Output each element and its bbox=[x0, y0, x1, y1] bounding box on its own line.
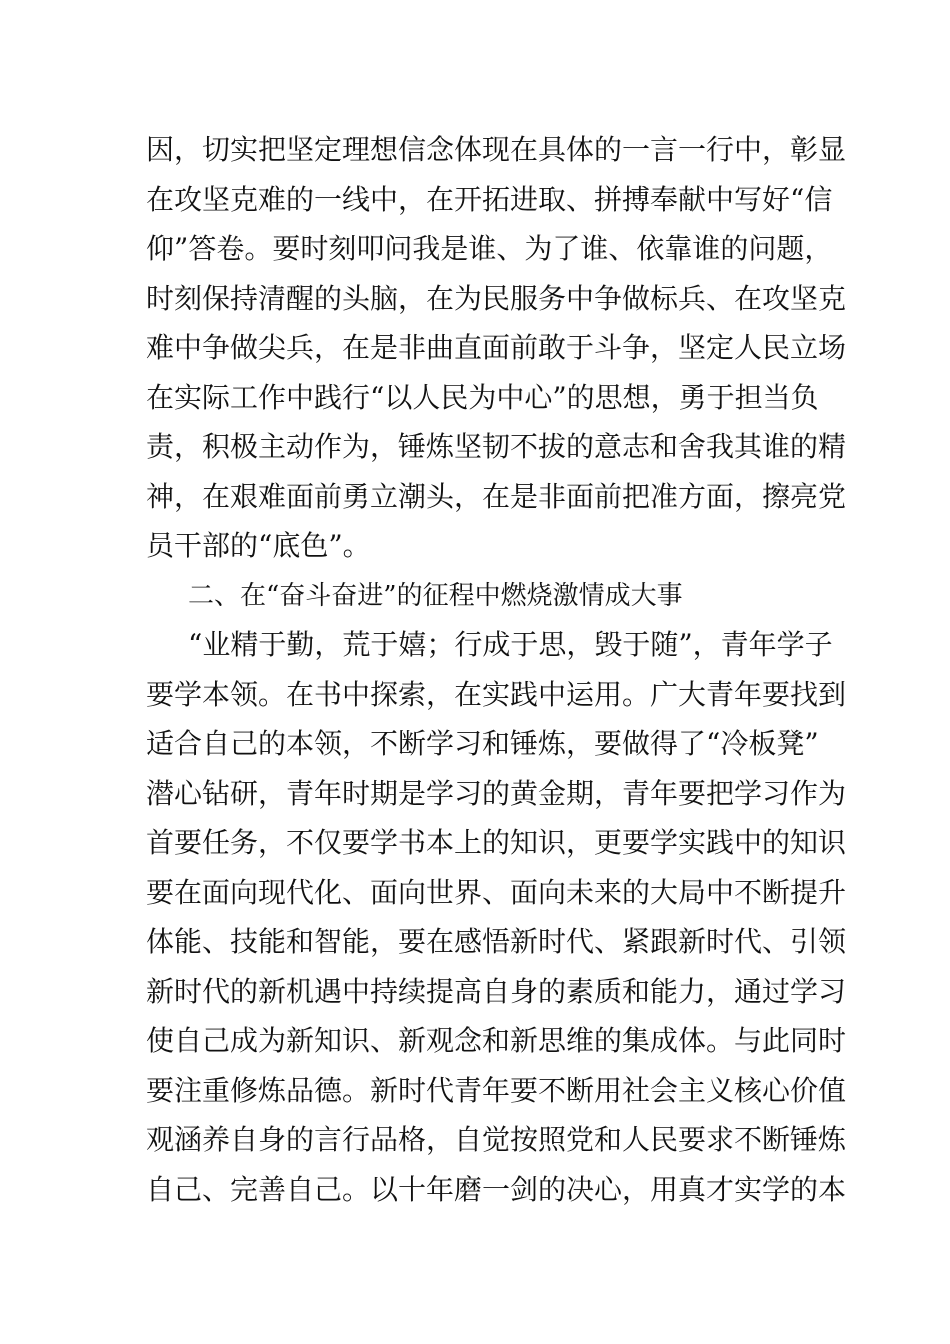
text-line: 使自己成为新知识、新观念和新思维的集成体。与此同时 bbox=[146, 1024, 847, 1057]
text-line: 要在面向现代化、面向世界、面向未来的大局中不断提升 bbox=[146, 876, 847, 909]
text-line: 首要任务，不仅要学书本上的知识，更要学实践中的知识 bbox=[146, 826, 847, 859]
text-line: 自己、完善自己。以十年磨一剑的决心，用真才实学的本 bbox=[146, 1173, 847, 1206]
text-line: 适合自己的本领，不断学习和锤炼，要做得了“冷板凳” bbox=[146, 727, 819, 760]
text-line: 时刻保持清醒的头脑，在为民服务中争做标兵、在攻坚克 bbox=[146, 282, 847, 315]
text-line: 在实际工作中践行“以人民为中心”的思想，勇于担当负 bbox=[146, 381, 819, 414]
paragraph-first-line: “业精于勤，荒于嬉；行成于思，毁于随”，青年学子 bbox=[188, 628, 833, 661]
text-line: 在攻坚克难的一线中，在开拓进取、拼搏奉献中写好“信 bbox=[146, 183, 833, 216]
text-line: 体能、技能和智能，要在感悟新时代、紧跟新时代、引领 bbox=[146, 925, 847, 958]
text-line: 因，切实把坚定理想信念体现在具体的一言一行中，彰显 bbox=[146, 133, 847, 166]
text-line: 员干部的“底色”。 bbox=[146, 529, 371, 562]
text-line: 难中争做尖兵，在是非曲直面前敢于斗争，坚定人民立场 bbox=[146, 331, 847, 364]
text-line: 潜心钻研，青年时期是学习的黄金期，青年要把学习作为 bbox=[146, 777, 847, 810]
text-line: 责，积极主动作为，锤炼坚韧不拔的意志和舍我其谁的精 bbox=[146, 430, 847, 463]
text-line: 神，在艰难面前勇立潮头，在是非面前把准方面，擦亮党 bbox=[146, 480, 847, 513]
text-line: 要注重修炼品德。新时代青年要不断用社会主义核心价值 bbox=[146, 1074, 847, 1107]
section-heading: 二、在“奋斗奋进”的征程中燃烧激情成大事 bbox=[188, 581, 683, 611]
text-line: 仰”答卷。要时刻叩问我是谁、为了谁、依靠谁的问题， bbox=[146, 232, 833, 265]
text-line: 要学本领。在书中探索，在实践中运用。广大青年要找到 bbox=[146, 678, 847, 711]
text-line: 观涵养自身的言行品格，自觉按照党和人民要求不断锤炼 bbox=[146, 1123, 847, 1156]
text-line: 新时代的新机遇中持续提高自身的素质和能力，通过学习 bbox=[146, 975, 847, 1008]
